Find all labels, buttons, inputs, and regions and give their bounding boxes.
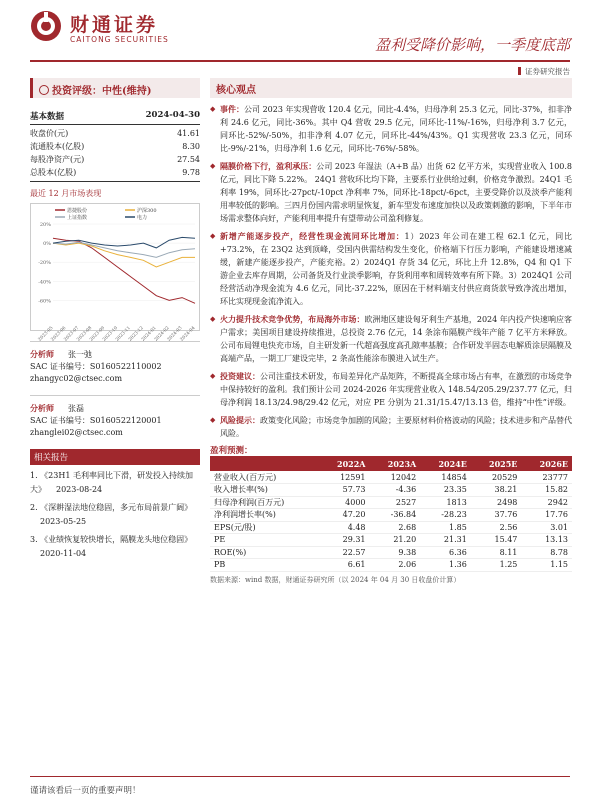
forecast-cell: 9.38: [370, 546, 421, 559]
basic-data-title: 基本数据: [30, 112, 65, 122]
basic-data-row: [30, 166, 200, 179]
core-point-head: 隔膜价格下行，盈利承压：: [220, 161, 317, 171]
core-point-head: 投资建议：: [220, 371, 260, 381]
chart-x-tick: 2023-05: [37, 325, 55, 343]
chart-legend-label: 恩捷股份: [67, 208, 88, 214]
core-point: [210, 230, 572, 308]
core-point-body: 公司 2023 年湿法（A+B 品）出货 62 亿平方米，实现营业收入 100.8 亿元，同比下降 5.22%。 24Q1 营收环比均下降，主要系行业供给过剩，价格竞争激烈。24Q1 毛利率 19%，同环比-27pct/-10pct 净利率 7%，同环比-18pct/-6pct，主要受降价以及淡季产能利用率较低的影响。三四月份国内需求明显恢复，新车型发布速度加快以及政策刺激的影响，下半年市场需求整体向好，产能利用率提升有望带动公司盈利修复。: [220, 162, 573, 223]
core-point: [210, 370, 572, 409]
core-point: [210, 160, 572, 225]
core-point: [210, 313, 572, 365]
forecast-cell: 4000: [319, 496, 370, 509]
forecast-cell: 13.13: [521, 534, 572, 547]
forecast-row: [210, 559, 572, 572]
core-point: [210, 103, 572, 155]
related-report-item[interactable]: [30, 501, 200, 529]
forecast-cell: 17.76: [521, 509, 572, 522]
forecast-col-header: 2022A: [319, 457, 370, 471]
core-point-body: 1）2023 年公司在建工程 62.1 亿元，同比+73.2%，在 23Q2 达到顶峰，受国内供需结构发生变化，价格端下行压力影响，产能建设增速减缓，新建产能逐步投产，产能充裕。2）2024Q1 存货 34 亿元，环比上升 12.8%，Q4 和 Q1 下游企业去库存周期，公司备货及行业淡季影响，存货利用率和周转效率有所下降。3）2024Q1 公司经营活动净现金流为 4.6 亿元，同比-37.22%，原因在于材料端支付供应商货款导致净流出增加，环比实现现金流净流入。: [220, 232, 573, 306]
basic-data-table: [30, 125, 200, 182]
forecast-cell: 1.15: [521, 559, 572, 572]
forecast-cell: 23777: [521, 471, 572, 484]
forecast-row-label: 归母净利润(百万元): [210, 496, 319, 509]
analyst-name: 张一弛: [68, 350, 92, 359]
rating-icon: [39, 85, 49, 95]
analyst-title: 分析师: [30, 349, 54, 359]
core-points: [210, 103, 572, 440]
caitong-logo-icon: [30, 10, 62, 42]
forecast-cell: 21.20: [370, 534, 421, 547]
chart-series-line: [53, 238, 195, 303]
forecast-cell: 12042: [370, 471, 421, 484]
chart-x-tick: 2023-12: [128, 325, 145, 343]
related-report-date: 2023-05-25: [40, 517, 87, 526]
forecast-cell: 14854: [420, 471, 471, 484]
chart-x-tick: 2024-01: [140, 325, 158, 343]
forecast-row-label: 净利润增长率(%): [210, 509, 319, 522]
forecast-cell: 57.73: [319, 484, 370, 497]
forecast-cell: 22.57: [319, 546, 370, 559]
analyst-email[interactable]: zhangyc02@ctsec.com: [30, 374, 123, 383]
forecast-cell: 2.68: [370, 521, 421, 534]
forecast-row: [210, 471, 572, 484]
chart-x-tick: 2023-10: [102, 325, 119, 343]
forecast-cell: 8.11: [471, 546, 522, 559]
forecast-cell: 8.78: [521, 546, 572, 559]
chart-y-tick: -40%: [38, 279, 51, 286]
forecast-row-label: 收入增长率(%): [210, 484, 319, 497]
left-column: [30, 78, 200, 561]
basic-data-date: 2024-04-30: [145, 110, 200, 120]
forecast-cell: 2527: [370, 496, 421, 509]
basic-data-value: 9.78: [182, 168, 200, 177]
chart-legend-label: 沪深300: [137, 208, 157, 214]
core-point-body: 公司 2023 年实现营收 120.4 亿元，同比-4.4%，归母净利 25.3 亿元，同比-37%，扣非净利 24.6 亿元，同比-36%。其中 Q4 营收 29.5 亿元，同环比-11%/-16%，归母净利 3.7 亿元，同环比-52%/-50%，扣非净利 4.07 亿元，同环比-44%/43%。Q1 实现营收 23.3 亿元，同环比-9%/-21%，归母净利 1.6 亿元，同环比-76%/-58%。: [220, 105, 572, 153]
forecast-cell: 4.48: [319, 521, 370, 534]
forecast-cell: -28.23: [420, 509, 471, 522]
forecast-cell: 20529: [471, 471, 522, 484]
forecast-cell: 1.25: [471, 559, 522, 572]
forecast-cell: 6.36: [420, 546, 471, 559]
chart-x-tick: 2023-11: [115, 325, 132, 343]
forecast-cell: 29.31: [319, 534, 370, 547]
forecast-row-label: PB: [210, 559, 319, 572]
forecast-cell: 15.47: [471, 534, 522, 547]
chart-x-tick: 2023-06: [50, 325, 68, 343]
brand-name-cn: 财通证券: [70, 14, 159, 36]
forecast-row-label: 营业收入(百万元): [210, 471, 319, 484]
analyst-name: 张磊: [68, 404, 84, 413]
forecast-col-header: [210, 457, 319, 471]
related-report-item[interactable]: [30, 469, 200, 497]
forecast-row: [210, 546, 572, 559]
perf-chart-title: 最近 12 月市场表现: [30, 189, 102, 198]
chart-y-tick: 0%: [43, 241, 51, 248]
forecast-row: [210, 509, 572, 522]
forecast-cell: 23.35: [420, 484, 471, 497]
brand-name-en: CAITONG SECURITIES: [70, 35, 169, 44]
basic-data-label: 总股本(亿股): [30, 168, 77, 177]
chart-x-tick: 2024-02: [153, 325, 171, 343]
chart-legend-label: 电力: [137, 215, 148, 221]
related-reports-title: 相关报告: [30, 449, 200, 465]
forecast-row: [210, 496, 572, 509]
basic-data-label: 每股净资产(元): [30, 155, 85, 164]
analyst-title: 分析师: [30, 403, 54, 413]
basic-data-row: [30, 153, 200, 166]
core-views-title: 核心观点: [210, 78, 572, 98]
chart-series-line: [53, 243, 195, 267]
chart-x-tick: 2024-03: [166, 325, 184, 343]
report-title: 盈利受降价影响，一季度底部: [374, 36, 570, 54]
forecast-cell: 2.56: [471, 521, 522, 534]
basic-data-row: [30, 127, 200, 140]
chart-x-tick: 2023-08: [76, 325, 94, 343]
forecast-cell: 2498: [471, 496, 522, 509]
footer-divider: [30, 776, 570, 777]
forecast-cell: 21.31: [420, 534, 471, 547]
core-point: [210, 414, 572, 440]
forecast-col-header: 2023A: [370, 457, 421, 471]
perf-chart: [30, 203, 200, 343]
forecast-cell: 38.21: [471, 484, 522, 497]
forecast-cell: 2.06: [370, 559, 421, 572]
forecast-row: [210, 521, 572, 534]
core-point-head: 火力提升技术竞争优势，布局海外市场：: [220, 314, 365, 324]
forecast-cell: 3.01: [521, 521, 572, 534]
analyst-sac: SAC 证书编号：S0160522120001: [30, 416, 162, 425]
core-point-body: 政策变化风险；市场竞争加剧的风险；主要原材料价格波动的风险；技术进步和产品替代风险。: [220, 416, 572, 438]
forecast-row: [210, 534, 572, 547]
forecast-row-label: ROE(%): [210, 546, 319, 559]
analyst-list: [30, 341, 200, 439]
rating-box: [30, 78, 200, 98]
core-point-body: 公司注重技术研发，布局差异化产品矩阵，不断提高全球市场占有率，在激烈的市场竞争中保持较好的盈利。我们预计公司 2024-2026 年实现营业收入 148.54/205.29/237.77 亿元，归母净利润 18.13/24.98/29.42 亿元，对应 PE 分别为 21.31/15.47/13.13 倍，维持“中性”评级。: [220, 372, 572, 407]
basic-data-value: 27.54: [177, 155, 200, 164]
related-report-title: 1. 《23H1 毛利率同比下滑，研发投入持续加大》: [30, 471, 193, 494]
analyst-card: [30, 395, 200, 439]
forecast-table: [210, 457, 572, 572]
related-report-title: 3. 《业绩恢复较快增长，隔膜龙头地位稳固》: [30, 535, 193, 544]
forecast-cell: 2942: [521, 496, 572, 509]
core-point-head: 风险提示：: [220, 415, 260, 425]
forecast-cell: 1.85: [420, 521, 471, 534]
forecast-cell: 1.36: [420, 559, 471, 572]
chart-legend-label: 上证指数: [67, 215, 88, 221]
core-point-head: 新增产能逐步投产，经营性现金流同环比增加：: [220, 231, 405, 241]
chart-y-tick: 20%: [39, 222, 51, 228]
basic-data-row: [30, 140, 200, 153]
related-report-title: 2. 《深耕湿法地位稳固，多元布局前景广阔》: [30, 503, 193, 512]
footer-disclaimer: 谨请该看后一页的重要声明！: [30, 786, 141, 796]
forecast-col-header: 2025E: [471, 457, 522, 471]
forecast-cell: 1813: [420, 496, 471, 509]
chart-y-tick: -60%: [38, 298, 51, 305]
perf-chart-svg: [31, 204, 201, 343]
basic-data-label: 流通股本(亿股): [30, 142, 85, 151]
related-report-item[interactable]: [30, 533, 200, 561]
chart-y-tick: -20%: [38, 260, 51, 267]
basic-data-label: 收盘价(元): [30, 129, 69, 138]
forecast-cell: -36.84: [370, 509, 421, 522]
forecast-title: 盈利预测：: [210, 444, 572, 457]
basic-data-value: 41.61: [177, 129, 200, 138]
core-point-body: 欧洲地区建设匈牙利生产基地，2024 年内投产快速响应客户需求；美国项目建设持续推进，总投资 2.76 亿元，14 条涂布隔膜产线年产能 7 亿平方米释放。公司布局锂电快充市场，自主研发新一代超高强度高孔隙率基膜；合作研发半固态电解质涂层隔膜及高端产品，一期工厂建设完毕，2 条高性能涂布膜进入试生产。: [220, 315, 572, 363]
report-header: [0, 0, 600, 76]
forecast-source: 数据来源：wind 数据，财通证券研究所（以 2024 年 04 月 30 日收盘价计算）: [210, 575, 461, 584]
forecast-col-header: 2024E: [420, 457, 471, 471]
related-report-date: 2023-08-24: [56, 485, 103, 494]
right-column: [210, 78, 572, 585]
forecast-cell: 47.20: [319, 509, 370, 522]
forecast-cell: 6.61: [319, 559, 370, 572]
chart-x-tick: 2024-04: [179, 325, 197, 343]
related-reports: [30, 449, 200, 561]
basic-data-header: [30, 110, 200, 125]
forecast-row: [210, 484, 572, 497]
report-type-tag: 证券研究报告: [518, 66, 570, 77]
chart-x-tick: 2023-09: [89, 325, 107, 343]
chart-x-tick: 2023-07: [63, 325, 81, 343]
analyst-card: [30, 341, 200, 385]
forecast-col-header: 2026E: [521, 457, 572, 471]
forecast-row-label: PE: [210, 534, 319, 547]
analyst-email[interactable]: zhanglei02@ctsec.com: [30, 428, 123, 437]
forecast-row-label: EPS(元/股): [210, 521, 319, 534]
forecast-cell: 12591: [319, 471, 370, 484]
analyst-sac: SAC 证书编号：S0160522110002: [30, 362, 162, 371]
forecast-cell: 15.82: [521, 484, 572, 497]
header-divider: [30, 60, 570, 62]
forecast-cell: 37.76: [471, 509, 522, 522]
related-report-date: 2020-11-04: [40, 549, 87, 558]
basic-data-value: 8.30: [182, 142, 200, 151]
core-point-head: 事件：: [220, 104, 245, 114]
chart-series-line: [53, 242, 195, 257]
forecast-cell: -4.36: [370, 484, 421, 497]
rating-label: 投资评级：中性(维持): [52, 86, 152, 97]
